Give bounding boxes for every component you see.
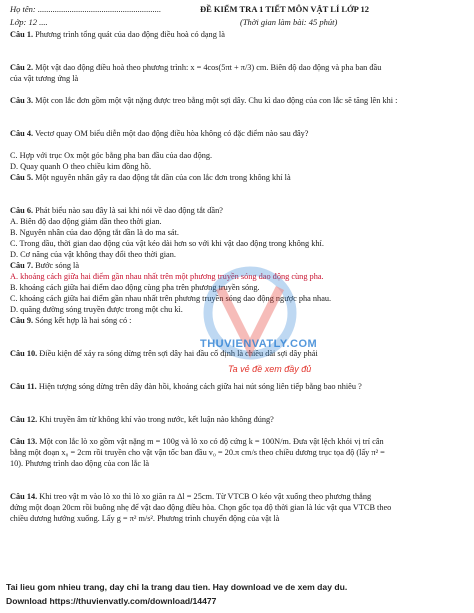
text-line [10,206,466,217]
question-number: Câu 10. [10,349,38,358]
question-text: Điều kiện để xảy ra sóng dừng trên sợi dây hai đầu cố định là chiều dài sợi dây phải [37,349,318,358]
question-number: Câu 7. [10,261,34,270]
text-line [10,492,466,503]
question-text: Bước sóng là [33,261,80,270]
question-number: Câu 3. [10,96,34,105]
question-text: B. Nguyên nhân của dao động tắt dần là do ma sát. [10,228,179,237]
text-line [10,503,466,514]
question-text: chiều dương hướng xuống. Lấy g = π² m/s². Phương trình chuyển động của vật là [10,514,280,523]
question-number: Câu 12. [10,415,38,424]
text-line [10,437,466,448]
question-text: C. khoảng cách giữa hai điểm gần nhau nhất trên phương truyền sóng dao động ngược pha nhau. [10,294,332,303]
footer-download-link[interactable]: Download https://thuvienvatly.com/download/14477 [6,596,217,606]
question-text: A. khoảng cách giữa hai điểm gần nhau nhất trên một phương truyền sóng dao động cùng pha. [10,272,324,281]
text-line [10,514,466,525]
question-text: D. Quay quanh O theo chiều kim đồng hồ. [10,162,152,171]
text-line [10,162,466,173]
text-line [10,239,466,250]
question-text: Một nguyên nhân gây ra dao động tắt dần của con lắc đơn trong không khí là [33,173,291,182]
question-text: Một con lắc lò xo gồm vật nặng m = 100g và lò xo có độ cứng k = 100N/m. Đưa vật lệch khỏi vị trí cân [37,437,384,446]
exam-time: (Thời gian làm bài: 45 phút) [240,17,338,27]
question-number: Câu 9. [10,316,34,325]
question-text: C. Hợp với trục Ox một góc bằng pha ban đầu của dao động. [10,151,213,160]
watermark-caption: Ta vẻ đề xem đầy đủ [228,364,312,374]
question-text: B. khoảng cách giữa hai điểm dao động cùng pha trên phương truyền sóng. [10,283,260,292]
text-line [10,217,466,228]
text-line [10,63,466,74]
question-number: Câu 11. [10,382,37,391]
question-text: của vật tương ứng là [10,74,79,83]
question-text: Khi truyền âm từ không khí vào trong nước, kết luận nào không đúng? [37,415,274,424]
question-number: Câu 14. [10,492,38,501]
exam-title: ĐỀ KIỂM TRA 1 TIẾT MÔN VẬT LÍ LỚP 12 [200,4,370,14]
question-text: 10). Phương trình dao động của con lắc là [10,459,150,468]
text-line [10,173,466,184]
text-line [10,228,466,239]
question-text: C. Trong dầu, thời gian dao động của vật kéo dài hơn so với khi vật dao động trong không khí. [10,239,324,248]
question-text: đứng một đoạn 20cm rồi buông nhẹ để vật dao động điều hòa. Chọn gốc tọa độ thời gian là lúc vật qua VTCB theo [10,503,392,512]
watermark-logo [190,258,310,378]
text-line [10,415,466,426]
question-text: Sóng kết hợp là hai sóng có : [33,316,132,325]
text-line [10,96,466,107]
question-text: Khi treo vật m vào lò xo thì lò xo giãn ra Δl = 25cm. Từ VTCB O kéo vật xuống theo phương thẳng [37,492,372,501]
text-line [10,448,466,459]
question-text: bằng một đoạn x₀ = 2cm rồi truyền cho vật vận tốc ban đầu v₀ = 20.π cm/s theo chiều dương trục tọa độ (lấy π² = [10,448,385,457]
question-number: Câu 4. [10,129,34,138]
question-text: D. quãng đường sóng truyền được trong một chu kì. [10,305,183,314]
question-text: Phát biểu nào sau đây là sai khi nói về dao động tắt dần? [33,206,223,215]
question-text: A. Biên độ dao động giảm dần theo thời gian. [10,217,162,226]
text-line [10,459,466,470]
question-number: Câu 13. [10,437,38,446]
question-number: Câu 1. [10,30,34,39]
question-text: Một vật dao động điều hoà theo phương trình: x = 4cos(5πt + π/3) cm. Biên độ dao động và pha ban đầu [33,63,382,72]
question-number: Câu 6. [10,206,34,215]
question-number: Câu 2. [10,63,34,72]
text-line [10,30,466,41]
student-name-label: Họ tên: .......................................................... [10,4,162,14]
text-line [10,382,466,393]
class-label: Lớp: 12 .... [10,17,48,27]
question-text: D. Cơ năng của vật không thay đổi theo thời gian. [10,250,176,259]
watermark-site: THUVIENVATLY.COM [200,338,318,350]
question-text: Phương trình tổng quát của dao động điều hoà có dạng là [33,30,225,39]
question-text: Hiện tượng sóng dừng trên dây đàn hồi, khoảng cách giữa hai nút sóng liên tiếp bằng bao nhiêu ? [36,382,362,391]
text-line [10,74,466,85]
question-number: Câu 5. [10,173,34,182]
footer-note: Tai lieu gom nhieu trang, day chi la trang dau tien. Hay download ve de xem day du. [6,582,348,592]
question-text: Một con lắc đơn gồm một vật nặng được treo bằng một sợi dây. Chu kì dao động của con lắc sẽ tăng lên khi : [33,96,398,105]
text-line [10,151,466,162]
question-text: Vectơ quay OM biểu diễn một dao động điều hòa không có đặc điểm nào sau đây? [33,129,309,138]
text-line [10,129,466,140]
